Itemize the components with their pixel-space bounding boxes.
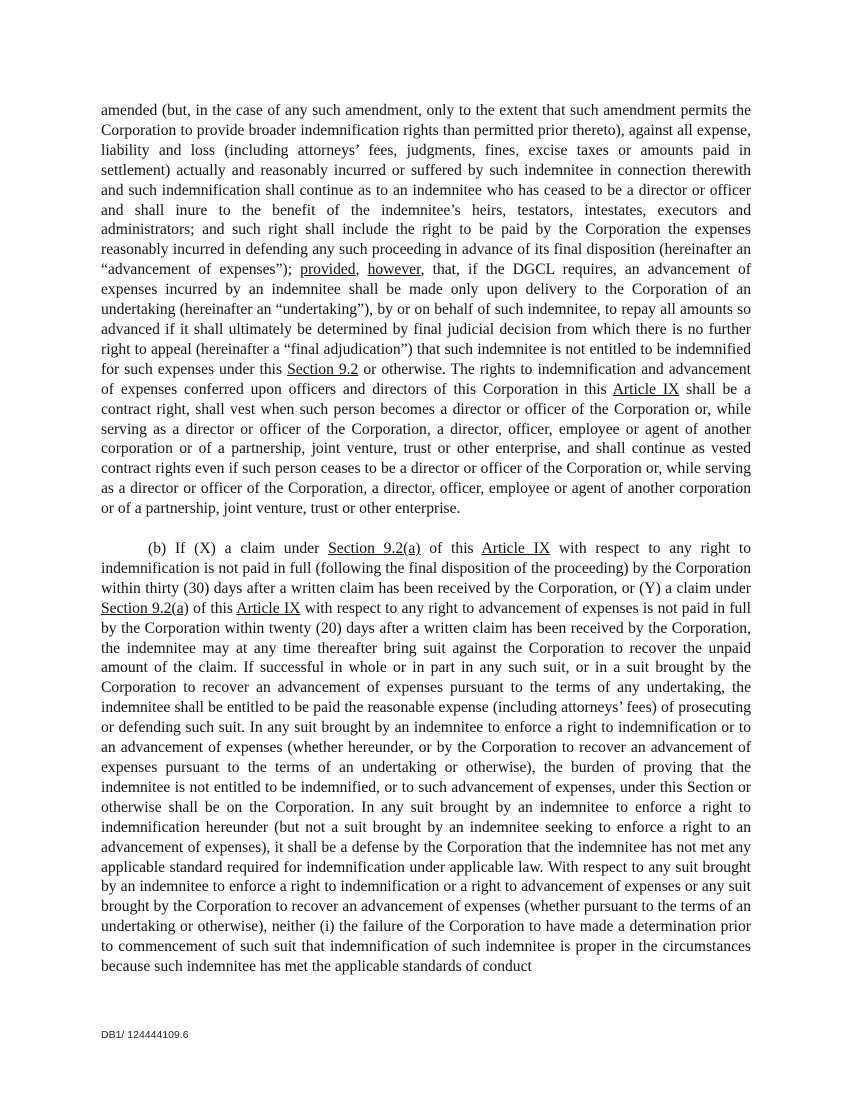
provided-term: provided xyxy=(300,261,356,279)
text-run: with respect to any right to indemnification is not paid in full (following the final disposition of the proceeding) by the Corporation within thirty (30) days after a written claim has been received by the Corporation, or (Y) a claim under xyxy=(101,540,751,597)
article-reference: Article IX xyxy=(236,599,301,617)
text-run: , xyxy=(355,261,368,279)
text-run: with respect to any right to advancement of expenses is not paid in full by the Corporation within twenty (20) days after a written claim has been received by the Corporation, the indemnitee may at any time thereafter bring suit against the Corporation to recover the unpaid amount of the claim. If successful in whole or in part in any such suit, or in a suit brought by the Corporation to recover an advancement of expenses pursuant to the terms of any undertaking, the indemnitee shall be entitled to be paid the reasonable expense (including attorneys’ fees) of prosecuting or defending such suit. In any suit brought by an indemnitee to enforce a right to indemnification or to an advancement of expenses (whether hereunder, or by the Corporation to recover an advancement of expenses pursuant to the terms of an undertaking or otherwise), the burden of proving that the indemnitee is not entitled to be indemnified, or to such advancement of expenses, under this Section or otherwise shall be on the Corporation. In any suit brought by an indemnitee to enforce a right to indemnification hereunder (but not a suit brought by an indemnitee seeking to enforce a right to an advancement of expenses), it shall be a defense by the Corporation that the indemnitee has not met any applicable standard required for indemnification under applicable law. With respect to any suit brought by an indemnitee to enforce a right to indemnification or a right to advancement of expenses or any suit brought by the Corporation to recover an advancement of expenses (whether pursuant to the terms of an undertaking or otherwise), neither (i) the failure of the Corporation to have made a determination prior to commencement of such suit that indemnification of such indemnitee is proper in the circumstances because such indemnitee has met the applicable standards of conduct xyxy=(101,599,751,976)
text-run: shall be a contract right, shall vest when such person becomes a director or officer of the Corporation or, while serving as a director or officer of the Corporation, a director, officer, employee or agent of another corporation or of a partnership, joint venture, trust or other enterprise, and shall continue as vested contract rights even if such person ceases to be a director or officer of the Corporation or, while serving as a director or officer of the Corporation, a director, officer, employee or agent of another corporation or of a partnership, joint venture, trust or other enterprise. xyxy=(101,380,751,518)
section-reference: Section 9.2 xyxy=(287,360,359,378)
text-run: of this xyxy=(188,599,237,617)
text-run: amended (but, in the case of any such amendment, only to the extent that such amendment permits the Corporation to provide broader indemnification rights than permitted prior thereto), against all expense, liability and loss (including attorneys’ fees, judgments, fines, excise taxes or amounts paid in settlement) actually and reasonably incurred or suffered by such indemnitee in connection therewith and such indemnification shall continue as to an indemnitee who has ceased to be a director or officer and shall inure to the benefit of the indemnitee’s heirs, testators, intestates, executors and administrators; and such right shall include the right to be paid by the Corporation the expenses reasonably incurred in defending any such proceeding in advance of its final disposition (hereinafter an “advancement of expenses”); xyxy=(101,102,751,279)
paragraph-b xyxy=(101,539,751,977)
section-reference: Section 9.2(a) xyxy=(101,599,189,617)
text-run: of this xyxy=(420,540,482,558)
text-run: , that, if the DGCL requires, an advancement of expenses incurred by an indemnitee shall be made only upon delivery to the Corporation of an undertaking (hereinafter an “undertaking”), by or on behalf of such indemnitee, to repay all amounts so advanced if it shall ultimately be determined by final judicial decision from which there is no further right to appeal (hereinafter a “final adjudication”) that such indemnitee is not entitled to be indemnified for such expenses under this xyxy=(101,261,752,378)
however-term: however xyxy=(367,261,421,279)
document-body xyxy=(101,101,751,977)
article-reference: Article IX xyxy=(481,540,551,558)
section-reference: Section 9.2(a) xyxy=(328,540,421,558)
paragraph-continuation xyxy=(101,101,751,519)
text-run: (b) If (X) a claim under xyxy=(148,540,329,558)
text-run: or otherwise. The rights to indemnification and advancement of expenses conferred upon officers and directors of this Corporation in this xyxy=(101,360,751,398)
document-id-footer: DB1/ 124444109.6 xyxy=(101,1029,189,1041)
article-reference: Article IX xyxy=(612,380,680,398)
